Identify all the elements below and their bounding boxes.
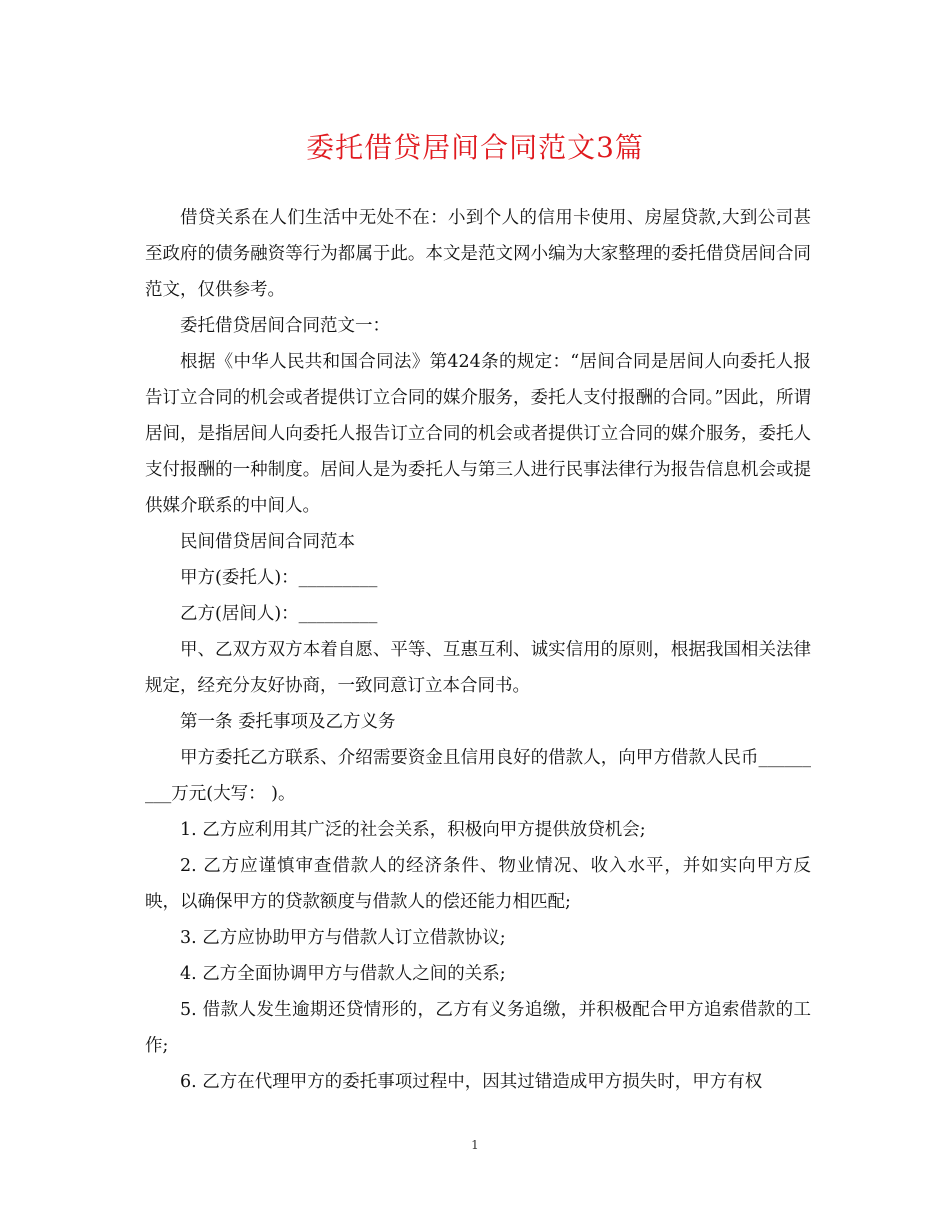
paragraph-template-title: 民间借贷居间合同范本 (180, 532, 355, 552)
list-item: 2. 乙方应谨慎审查借款人的经济条件、物业情况、收入水平，并如实向甲方反映，以确保甲方的贷款额度与借款人的偿还能力相匹配; (145, 856, 811, 912)
paragraph-intro: 借贷关系在人们生活中无处不在：小到个人的信用卡使用、房屋贷款,大到公司甚至政府的债务融资等行为都属于此。本文是范文网小编为大家整理的委托借贷居间合同范文，仅供参考。 (145, 208, 811, 300)
document-body (145, 200, 811, 1100)
list-item: 1. 乙方应利用其广泛的社会关系，积极向甲方提供放贷机会; (180, 820, 646, 840)
list-item: 3. 乙方应协助甲方与借款人订立借款协议; (180, 928, 506, 948)
list-item: 6. 乙方在代理甲方的委托事项过程中，因其过错造成甲方损失时，甲方有权 (180, 1072, 763, 1092)
paragraph-party-a: 甲方(委托人)：_________ (180, 568, 378, 588)
document-title: 委托借贷居间合同范文3篇 (306, 131, 644, 164)
paragraph-agreement: 甲、乙双方双方本着自愿、平等、互惠互利、诚实信用的原则，根据我国相关法律规定，经充分友好协商，一致同意订立本合同书。 (145, 640, 811, 696)
page-number: 1 (471, 1138, 479, 1152)
list-item: 4. 乙方全面协调甲方与借款人之间的关系; (180, 964, 506, 984)
paragraph-article-one: 第一条 委托事项及乙方义务 (180, 712, 396, 732)
paragraph-legal-basis: 根据《中华人民共和国合同法》第424条的规定：“居间合同是居间人向委托人报告订立合同的机会或者提供订立合同的媒介服务，委托人支付报酬的合同。”因此，所谓居间，是指居间人向委托人报告订立合同的机会或者提供订立合同的媒介服务，委托人支付报酬的一种制度。居间人是为委托人与第三人进行民事法律行为报告信息机会或提供媒介联系的中间人。 (145, 352, 811, 516)
list-item: 5. 借款人发生逾期还贷情形的，乙方有义务追缴，并积极配合甲方追索借款的工作; (145, 1000, 811, 1056)
paragraph-loan-amount: 甲方委托乙方联系、介绍需要资金且信用良好的借款人，向甲方借款人民币_________万元(大写： )。 (145, 748, 811, 804)
paragraph-section-heading: 委托借贷居间合同范文一： (180, 316, 390, 336)
paragraph-party-b: 乙方(居间人)：_________ (180, 604, 378, 624)
